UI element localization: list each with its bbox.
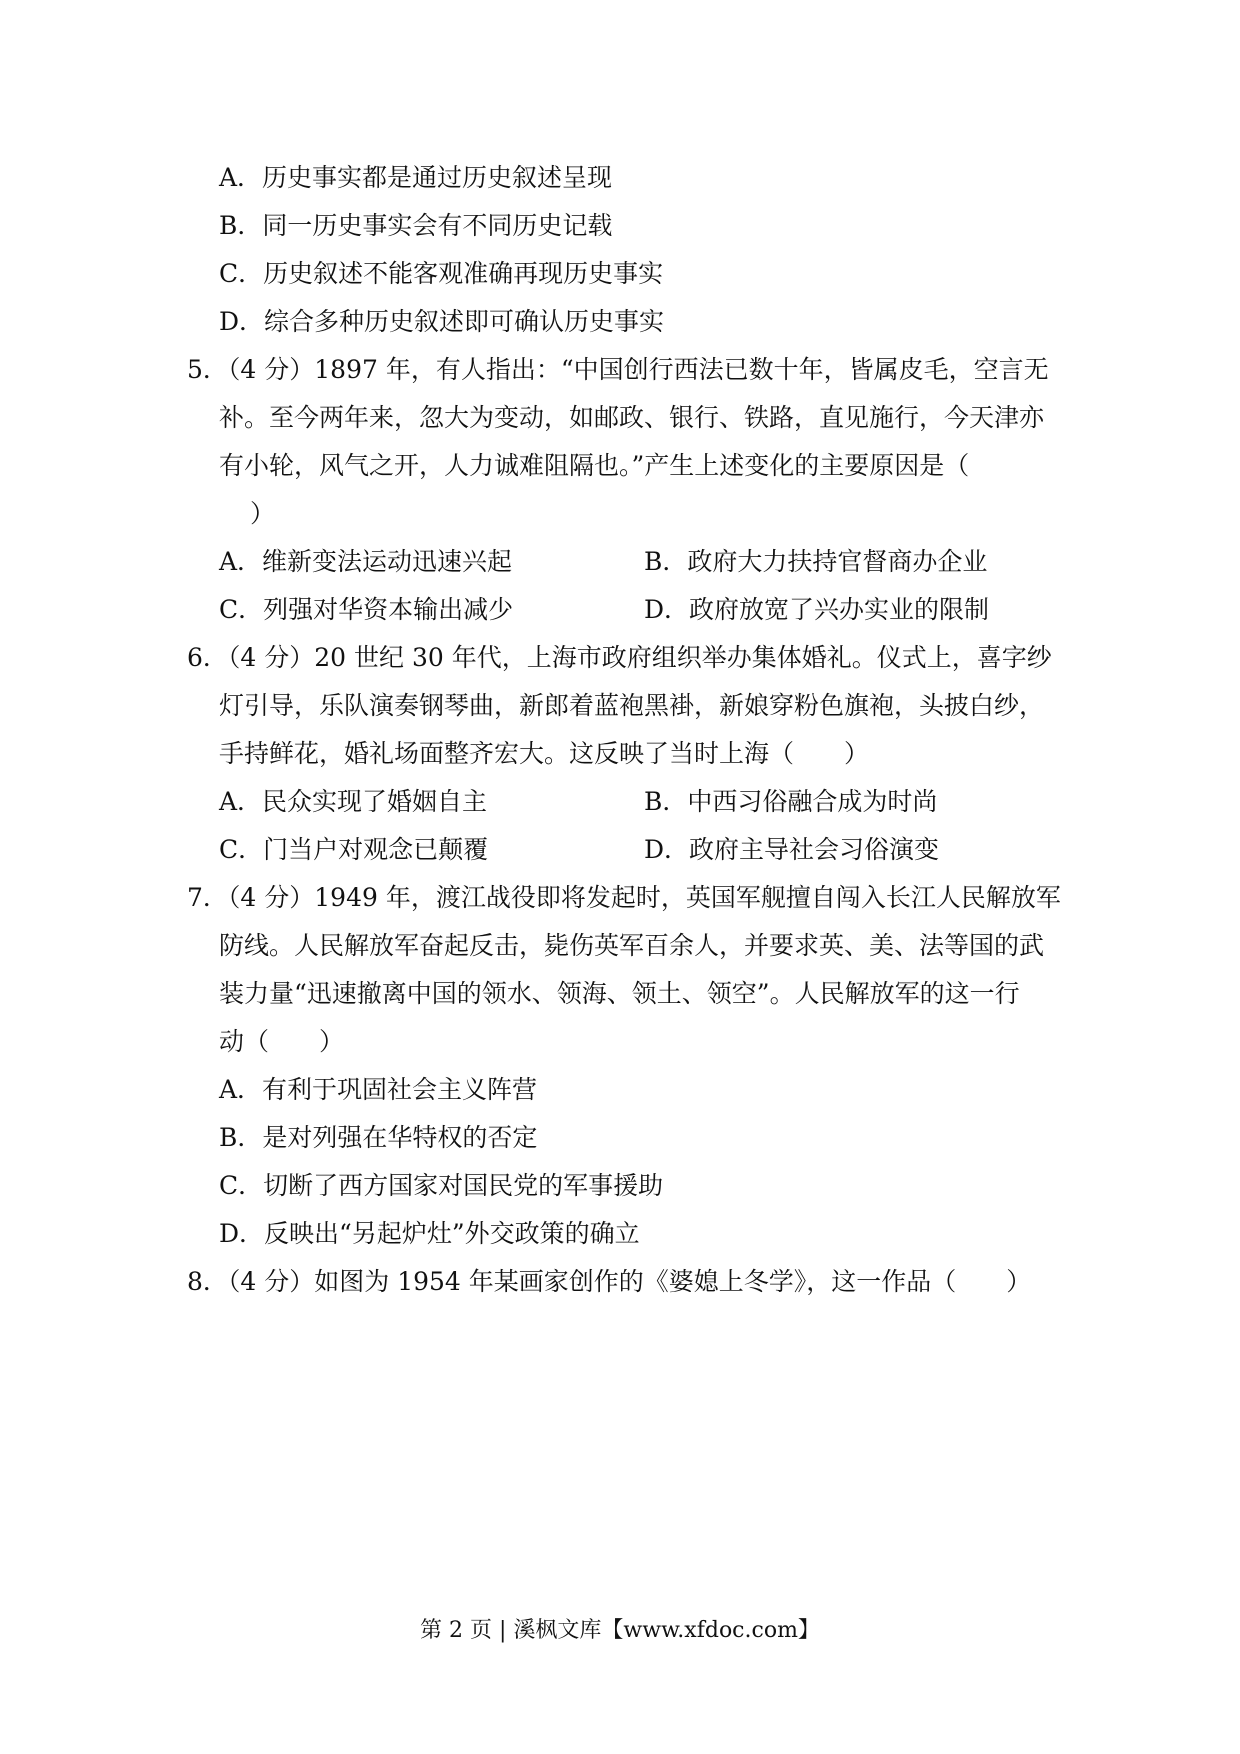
question-6-stem-line-2: 灯引导，乐队演奏钢琴曲，新郎着蓝袍黑褂，新娘穿粉色旗袍，头披白纱， xyxy=(219,691,1045,720)
question-7-option-d: D．反映出“另起炉灶”外交政策的确立 xyxy=(219,1219,640,1248)
question-5-option-c: C．列强对华资本输出减少 xyxy=(219,595,514,624)
question-7-option-a: A．有利于巩固社会主义阵营 xyxy=(219,1075,538,1104)
question-6-option-b: B．中西习俗融合成为时尚 xyxy=(644,787,938,816)
page-footer: 第 2 页 | 溪枫文库【www.xfdoc.com】 xyxy=(420,1618,820,1643)
question-6-option-c: C．门当户对观念已颠覆 xyxy=(219,835,489,864)
question-7-option-b: B．是对列强在华特权的否定 xyxy=(219,1123,538,1152)
question-6-stem-line-3: 手持鲜花，婚礼场面整齐宏大。这反映了当时上海（ ） xyxy=(219,739,870,768)
question-5-stem-line-2: 补。至今两年来，忽大为变动，如邮政、银行、铁路，直见施行，今天津亦 xyxy=(219,403,1045,432)
option-c: C．历史叙述不能客观准确再现历史事实 xyxy=(219,259,664,288)
question-6-stem-line-1: 6．（4 分）20 世纪 30 年代，上海市政府组织举办集体婚礼。仪式上，喜字纱 xyxy=(187,643,1052,672)
question-5-option-a: A．维新变法运动迅速兴起 xyxy=(219,547,513,576)
option-d: D．综合多种历史叙述即可确认历史事实 xyxy=(219,307,665,336)
question-5-stem-line-4: ） xyxy=(250,499,276,528)
question-8-stem-line-1: 8．（4 分）如图为 1954 年某画家创作的《婆媳上冬学》，这一作品（ ） xyxy=(187,1267,1032,1296)
question-7-stem-line-4: 动（ ） xyxy=(219,1027,345,1056)
question-7-option-c: C．切断了西方国家对国民党的军事援助 xyxy=(219,1171,664,1200)
option-a: A．历史事实都是通过历史叙述呈现 xyxy=(219,163,613,192)
question-6-option-a: A．民众实现了婚姻自主 xyxy=(219,787,488,816)
question-7-stem-line-3: 装力量“迅速撤离中国的领水、领海、领土、领空”。人民解放军的这一行 xyxy=(219,979,1020,1008)
question-5-stem-line-1: 5．（4 分）1897 年，有人指出：“中国创行西法已数十年，皆属皮毛，空言无 xyxy=(187,355,1049,384)
question-5-option-b: B．政府大力扶持官督商办企业 xyxy=(644,547,988,576)
option-b: B．同一历史事实会有不同历史记载 xyxy=(219,211,613,240)
question-5-stem-line-3: 有小轮，风气之开，人力诚难阻隔也。”产生上述变化的主要原因是（ xyxy=(219,451,970,480)
question-7-stem-line-1: 7．（4 分）1949 年，渡江战役即将发起时，英国军舰擅自闯入长江人民解放军 xyxy=(187,883,1061,912)
question-6-option-d: D．政府主导社会习俗演变 xyxy=(644,835,940,864)
question-7-stem-line-2: 防线。人民解放军奋起反击，毙伤英军百余人，并要求英、美、法等国的武 xyxy=(219,931,1045,960)
question-5-option-d: D．政府放宽了兴办实业的限制 xyxy=(644,595,990,624)
